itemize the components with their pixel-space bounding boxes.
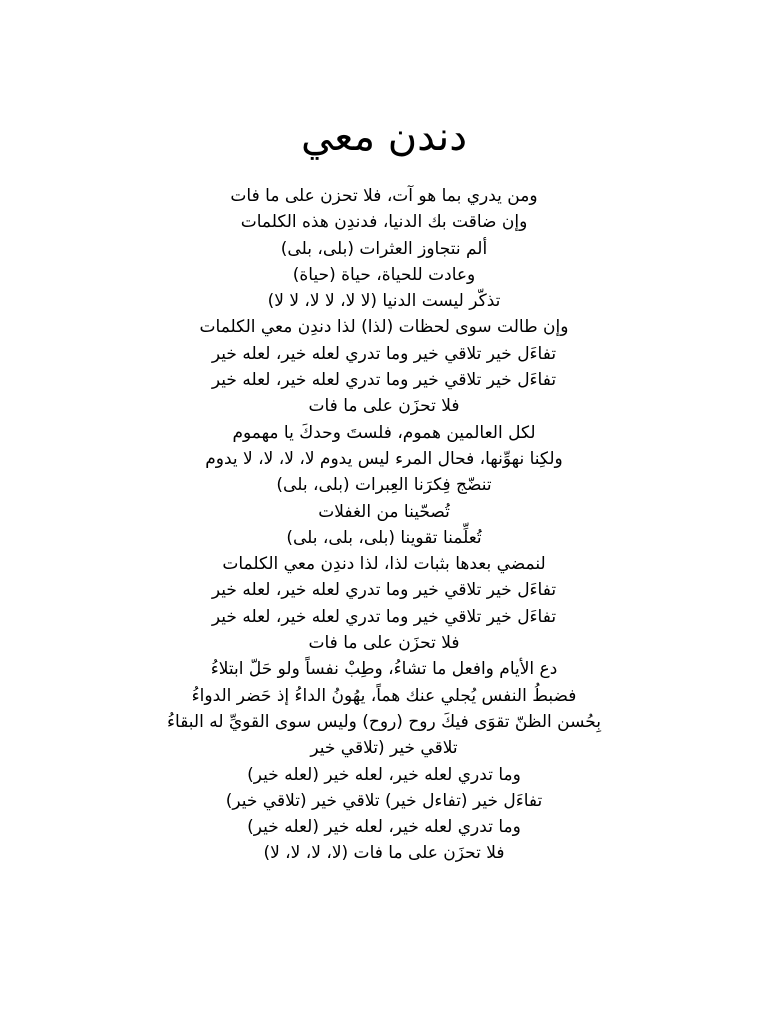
lyrics-lines bbox=[0, 183, 768, 867]
lyric-line: تُصحّينا من الغفلات bbox=[318, 501, 450, 522]
lyric-line: وما تدري لعله خير، لعله خير (لعله خير) bbox=[247, 817, 521, 838]
lyric-line: تُعلِّمنا تقوينا (بلى، بلى، بلى) bbox=[286, 527, 482, 548]
lyric-line: تفاءَل خير تلاقي خير وما تدري لعله خير، لعله خير bbox=[211, 343, 557, 364]
lyric-line: ألم نتجاوز العثرات (بلى، بلى) bbox=[280, 238, 488, 259]
lyric-line: تفاءَل خير تلاقي خير وما تدري لعله خير، لعله خير bbox=[211, 580, 557, 601]
lyric-line: فلا تحزَن على ما فات (لا، لا، لا، لا) bbox=[263, 843, 505, 864]
lyric-line: ولكِنا نهوِّنها، فحال المرء ليس يدوم لا، لا، لا، لا يدوم bbox=[205, 448, 563, 469]
lyric-line: وما تدري لعله خير، لعله خير (لعله خير) bbox=[247, 764, 521, 785]
lyric-line: فلا تحزَن على ما فات bbox=[308, 633, 460, 654]
lyric-line: وإن طالت سوى لحظات (لذا) لذا دندِن معي الكلمات bbox=[199, 317, 569, 338]
lyric-line: وعادت للحياة، حياة (حياة) bbox=[292, 264, 476, 285]
lyric-line: ومن يدري بما هو آت، فلا تحزن على ما فات bbox=[230, 186, 538, 206]
lyric-line: فلا تحزَن على ما فات bbox=[308, 396, 460, 417]
lyric-line: بِحُسن الظنّ تقوَى فيكَ روح (روح) وليس سوى القويِّ له البقاءُ bbox=[167, 711, 601, 732]
lyric-line: تلاقي خير (تلاقي خير bbox=[310, 738, 458, 759]
lyric-line: تفاءَل خير تلاقي خير وما تدري لعله خير، لعله خير bbox=[211, 370, 557, 391]
lyric-line: تفاءَل خير تلاقي خير وما تدري لعله خير، لعله خير bbox=[211, 606, 557, 627]
lyric-line: فضبطُ النفس يُجلي عنك هماً، يهُونُ الداءُ إذ حَضر الدواءُ bbox=[191, 685, 577, 706]
page-title: دندن معي bbox=[300, 114, 468, 160]
lyric-line: تنضّج فِكرَنا العِبرات (بلى، بلى) bbox=[276, 475, 492, 496]
lyric-line: لكل العالمين هموم، فلستَ وحدكَ يا مهموم bbox=[232, 422, 536, 443]
lyric-line: دع الأيام وافعل ما تشاءُ، وطِبْ نفساً ولو حَلّ ابتلاءُ bbox=[210, 659, 558, 680]
lyric-line: لنمضي بعدها بثبات لذا، لذا دندِن معي الكلمات bbox=[222, 554, 546, 575]
lyric-line: تذكّر ليست الدنيا (لا لا، لا لا، لا لا) bbox=[267, 291, 501, 312]
lyric-line: وإن ضاقت بك الدنيا، فدندِن هذه الكلمات bbox=[240, 212, 528, 233]
lyric-line: تفاءَل خير (تفاءل خير) تلاقي خير (تلاقي خير) bbox=[225, 790, 543, 811]
